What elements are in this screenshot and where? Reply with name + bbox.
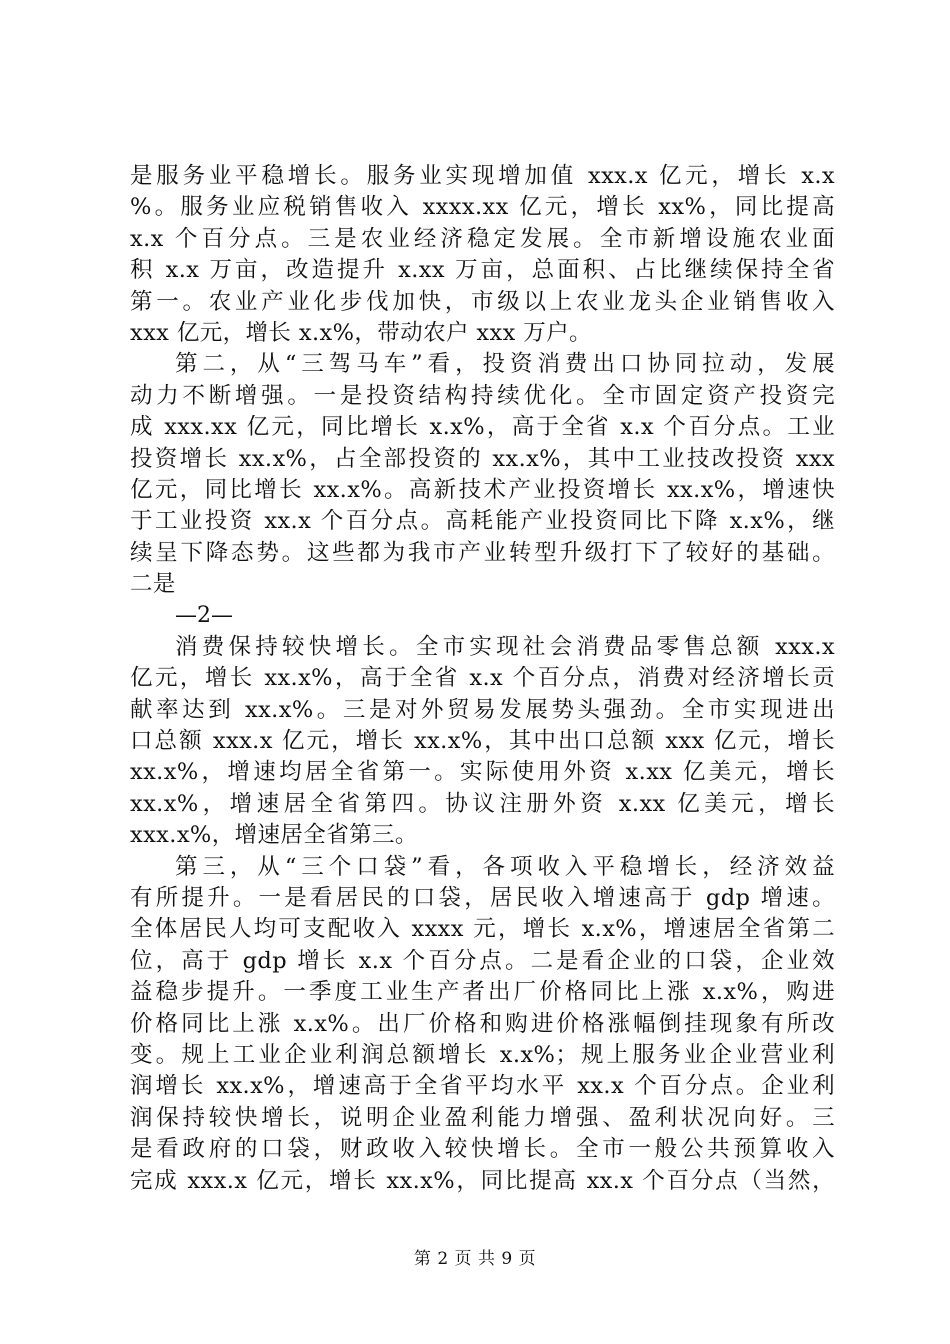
text-line: 献率达到 xx.x%。三是对外贸易发展势头强劲。全市实现进出 xyxy=(130,696,835,723)
text-block-1 xyxy=(130,161,835,600)
text-line: x.x 个百分点。三是农业经济稳定发展。全市新增设施农业面 xyxy=(130,225,835,252)
text-line: xxx 亿元，增长 x.x%，带动农户 xxx 万户。 xyxy=(130,319,592,346)
text-line: 益稳步提升。一季度工业生产者出厂价格同比上涨 x.x%，购进 xyxy=(130,979,835,1006)
text-line: 于工业投资 xx.x 个百分点。高耗能产业投资同比下降 x.x%，继 xyxy=(130,508,835,535)
text-line: xxx.x%，增速居全省第三。 xyxy=(130,822,418,849)
text-line: 第二，从“三驾马车”看，投资消费出口协同拉动，发展 xyxy=(175,351,835,378)
text-line: 是服务业平稳增长。服务业实现增加值 xxx.x 亿元，增长 x.x xyxy=(130,163,835,189)
text-line: xx.x%，增速均居全省第一。实际使用外资 x.xx 亿美元，增长 xyxy=(130,759,835,786)
text-line: 价格同比上涨 x.x%。出厂价格和购进价格涨幅倒挂现象有所改 xyxy=(130,1010,835,1037)
text-line: 消费保持较快增长。全市实现社会消费品零售总额 xxx.x xyxy=(175,633,835,660)
text-line: 位，高于 gdp 增长 x.x 个百分点。二是看企业的口袋，企业效 xyxy=(130,947,835,974)
text-line: 润保持较快增长，说明企业盈利能力增强、盈利状况向好。三 xyxy=(130,1104,835,1131)
text-line: 口总额 xxx.x 亿元，增长 xx.x%，其中出口总额 xxx 亿元，增长 xyxy=(130,728,835,755)
text-line: 第三，从“三个口袋”看，各项收入平稳增长，经济效益 xyxy=(175,853,835,880)
document-body xyxy=(130,161,835,1197)
text-line: 润增长 xx.x%，增速高于全省平均水平 xx.x 个百分点。企业利 xyxy=(130,1073,835,1100)
text-line: 投资增长 xx.x%，占全部投资的 xx.x%，其中工业技改投资 xxx xyxy=(130,445,835,472)
text-line: 变。规上工业企业利润总额增长 x.x%；规上服务业企业营业利 xyxy=(130,1041,835,1068)
text-line: 亿元，增长 xx.x%，高于全省 x.x 个百分点，消费对经济增长贡 xyxy=(130,665,835,692)
text-line: 亿元，同比增长 xx.x%。高新技术产业投资增长 xx.x%，增速快 xyxy=(130,476,835,503)
text-line: 二是 xyxy=(130,571,176,598)
text-line: 是看政府的口袋，财政收入较快增长。全市一般公共预算收入 xyxy=(130,1136,835,1163)
text-line: 续呈下降态势。这些都为我市产业转型升级打下了较好的基础。 xyxy=(130,539,835,566)
text-line: 积 x.x 万亩，改造提升 x.xx 万亩，总面积、占比继续保持全省 xyxy=(130,257,835,284)
text-line: 完成 xxx.x 亿元，增长 xx.x%，同比提高 xx.x 个百分点（当然， xyxy=(130,1167,835,1194)
text-line: xx.x%，增速居全省第四。协议注册外资 x.xx 亿美元，增长 xyxy=(130,790,835,817)
text-line: %。服务业应税销售收入 xxxx.xx 亿元，增长 xx%，同比提高 xyxy=(130,194,835,221)
text-line: 全体居民人均可支配收入 xxxx 元，增长 x.x%，增速居全省第二 xyxy=(130,916,835,943)
text-line: 成 xxx.xx 亿元，同比增长 x.x%，高于全省 x.x 个百分点。工业 xyxy=(130,414,835,441)
page-footer: 第 2 页 共 9 页 xyxy=(413,1249,537,1269)
text-line: 动力不断增强。一是投资结构持续优化。全市固定资产投资完 xyxy=(130,382,835,409)
text-line: 第一。农业产业化步伐加快，市级以上农业龙头企业销售收入 xyxy=(130,288,835,315)
text-line: 有所提升。一是看居民的口袋，居民收入增速高于 gdp 增速。 xyxy=(130,884,835,911)
text-block-2 xyxy=(130,632,835,1197)
page-number-marker: —2— xyxy=(175,603,233,629)
